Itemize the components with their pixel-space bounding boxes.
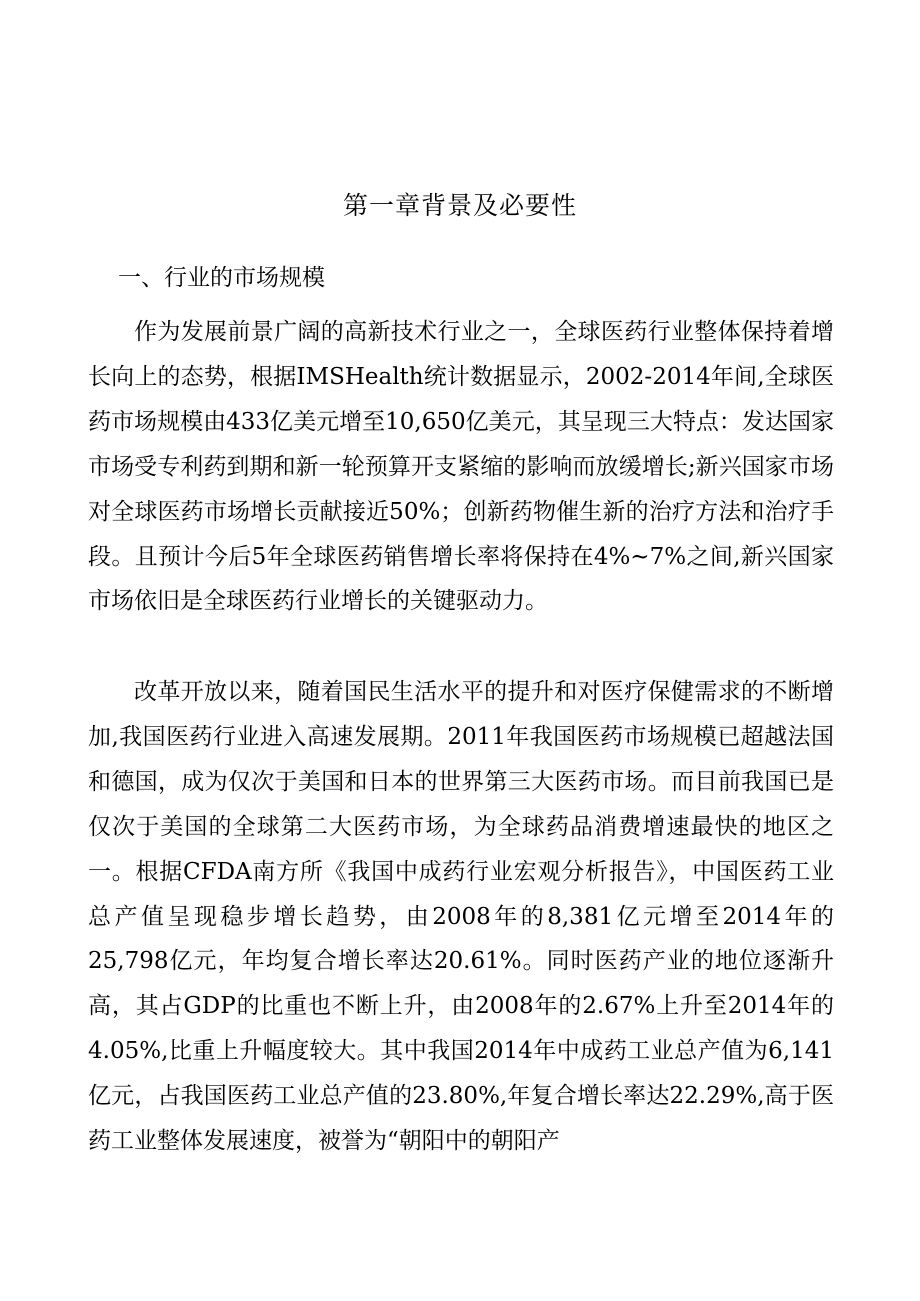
body-paragraph-1: 作为发展前景广阔的高新技术行业之一，全球医药行业整体保持着增长向上的态势，根据IMSHealth统计数据显示，2002-2014年间,全球医药市场规模由433亿美元增至10,650亿美元，其呈现三大特点：发达国家市场受专利药到期和新一轮预算开支紧缩的影响而放缓增长;新兴国家市场对全球医药市场增长贡献接近50%；创新药物催生新的治疗方法和治疗手段。且预计今后5年全球医药销售增长率将保持在4%~7%之间,新兴国家市场依旧是全球医药行业增长的关键驱动力。: [88, 319, 834, 615]
section-heading: 一、行业的市场规模: [118, 265, 325, 291]
chapter-title: 第一章背景及必要性: [342, 191, 577, 220]
body-paragraph-2: 改革开放以来，随着国民生活水平的提升和对医疗保健需求的不断增加,我国医药行业进入高速发展期。2011年我国医药市场规模已超越法国和德国，成为仅次于美国和日本的世界第三大医药市场。而目前我国已是仅次于美国的全球第二大医药市场，为全球药品消费增速最快的地区之一。根据CFDA南方所《我国中成药行业宏观分析报告》，中国医药工业总产值呈现稳步增长趋势，由2008年的8,381亿元增至2014年的25,798亿元，年均复合增长率达20.61%。同时医药产业的地位逐渐升高，其占GDP的比重也不断上升，由2008年的2.67%上升至2014年的4.05%,比重上升幅度较大。其中我国2014年中成药工业总产值为6,141亿元，占我国医药工业总产值的23.80%,年复合增长率达22.29%,高于医药工业整体发展速度，被誉为“朝阳中的朝阳产: [88, 679, 834, 1155]
